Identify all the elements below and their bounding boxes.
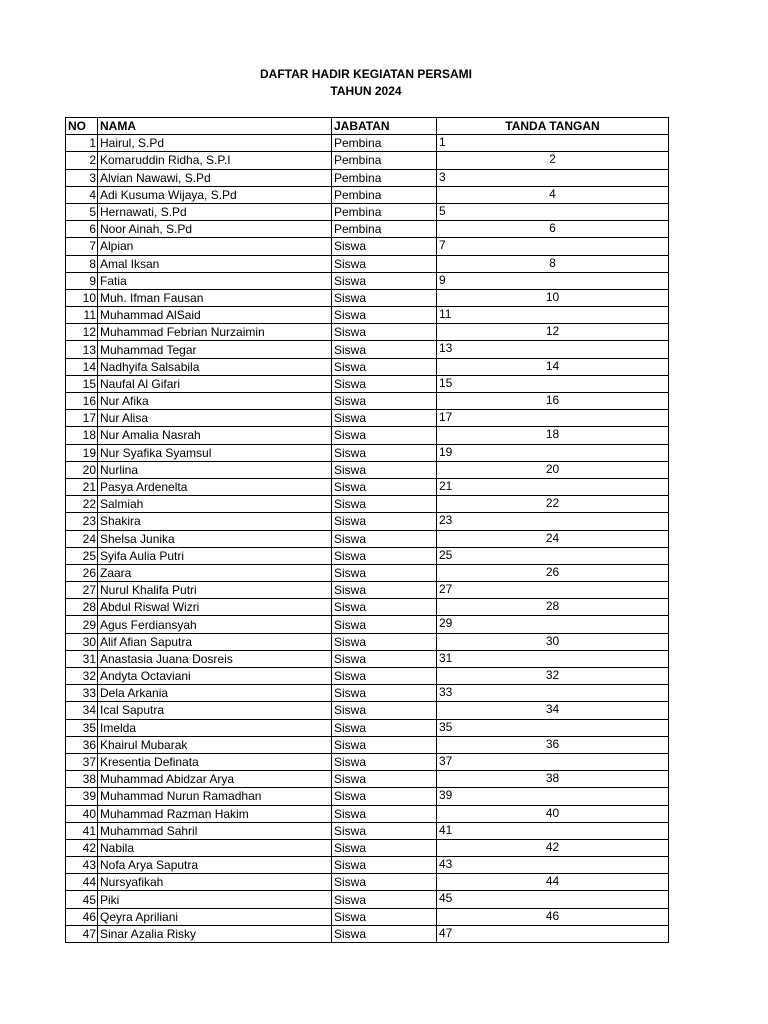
position-cell: Siswa: [332, 289, 437, 306]
table-row: [66, 857, 669, 874]
signature-cell: 44: [437, 874, 669, 891]
signature-cell: 16: [437, 393, 669, 410]
name-cell: Komaruddin Ridha, S.P.I: [98, 152, 332, 169]
name-cell: Hernawati, S.Pd: [98, 203, 332, 220]
table-row: [66, 410, 669, 427]
no-cell: 13: [66, 341, 98, 358]
no-cell: 16: [66, 393, 98, 410]
signature-cell: 6: [437, 221, 669, 238]
signature-cell: 18: [437, 427, 669, 444]
name-cell: Piki: [98, 891, 332, 908]
name-cell: Muhammad Nurun Ramadhan: [98, 788, 332, 805]
no-cell: 2: [66, 152, 98, 169]
signature-cell: 29: [437, 616, 669, 633]
signature-cell: 4: [437, 186, 669, 203]
position-cell: Siswa: [332, 736, 437, 753]
name-cell: Nur Alisa: [98, 410, 332, 427]
position-cell: Siswa: [332, 324, 437, 341]
signature-cell: 23: [437, 513, 669, 530]
signature-cell: 41: [437, 822, 669, 839]
name-cell: Fatia: [98, 272, 332, 289]
position-cell: Siswa: [332, 668, 437, 685]
signature-cell: 1: [437, 135, 669, 152]
table-row: [66, 839, 669, 856]
table-row: [66, 444, 669, 461]
table-row: [66, 925, 669, 942]
signature-cell: 24: [437, 530, 669, 547]
name-cell: Nursyafikah: [98, 874, 332, 891]
table-row: [66, 513, 669, 530]
position-cell: Siswa: [332, 564, 437, 581]
position-cell: Siswa: [332, 805, 437, 822]
table-row: [66, 272, 669, 289]
name-cell: Agus Ferdiansyah: [98, 616, 332, 633]
name-cell: Zaara: [98, 564, 332, 581]
signature-cell: 26: [437, 564, 669, 581]
name-cell: Pasya Ardenelta: [98, 478, 332, 495]
no-cell: 45: [66, 891, 98, 908]
no-cell: 18: [66, 427, 98, 444]
no-cell: 21: [66, 478, 98, 495]
table-row: [66, 255, 669, 272]
signature-cell: 11: [437, 307, 669, 324]
table-row: [66, 668, 669, 685]
position-cell: Siswa: [332, 771, 437, 788]
signature-cell: 42: [437, 839, 669, 856]
table-row: [66, 908, 669, 925]
no-cell: 35: [66, 719, 98, 736]
signature-cell: 47: [437, 925, 669, 942]
no-cell: 23: [66, 513, 98, 530]
no-cell: 37: [66, 753, 98, 770]
signature-cell: 30: [437, 633, 669, 650]
position-cell: Siswa: [332, 822, 437, 839]
no-cell: 24: [66, 530, 98, 547]
name-cell: Naufal Al Gifari: [98, 375, 332, 392]
table-row: [66, 805, 669, 822]
signature-cell: 19: [437, 444, 669, 461]
no-cell: 14: [66, 358, 98, 375]
name-cell: Muhammad AlSaid: [98, 307, 332, 324]
no-cell: 33: [66, 685, 98, 702]
table-row: [66, 582, 669, 599]
table-row: [66, 685, 669, 702]
no-cell: 4: [66, 186, 98, 203]
position-cell: Siswa: [332, 461, 437, 478]
name-cell: Nadhyifa Salsabila: [98, 358, 332, 375]
signature-cell: 32: [437, 668, 669, 685]
position-cell: Siswa: [332, 547, 437, 564]
name-cell: Anastasia Juana Dosreis: [98, 650, 332, 667]
position-cell: Siswa: [332, 358, 437, 375]
table-row: [66, 375, 669, 392]
name-cell: Nur Afika: [98, 393, 332, 410]
name-cell: Muhammad Tegar: [98, 341, 332, 358]
no-cell: 22: [66, 496, 98, 513]
name-cell: Muhammad Razman Hakim: [98, 805, 332, 822]
name-cell: Amal Iksan: [98, 255, 332, 272]
name-cell: Nur Amalia Nasrah: [98, 427, 332, 444]
signature-cell: 3: [437, 169, 669, 186]
table-row: [66, 203, 669, 220]
table-row: [66, 393, 669, 410]
position-cell: Siswa: [332, 702, 437, 719]
name-cell: Alpian: [98, 238, 332, 255]
name-cell: Muhammad Abidzar Arya: [98, 771, 332, 788]
signature-cell: 39: [437, 788, 669, 805]
signature-cell: 21: [437, 478, 669, 495]
position-cell: Siswa: [332, 255, 437, 272]
no-cell: 9: [66, 272, 98, 289]
signature-cell: 34: [437, 702, 669, 719]
table-row: [66, 221, 669, 238]
no-cell: 10: [66, 289, 98, 306]
position-cell: Pembina: [332, 135, 437, 152]
position-cell: Siswa: [332, 650, 437, 667]
position-cell: Pembina: [332, 169, 437, 186]
name-cell: Nur Syafika Syamsul: [98, 444, 332, 461]
position-cell: Siswa: [332, 478, 437, 495]
no-cell: 8: [66, 255, 98, 272]
signature-cell: 36: [437, 736, 669, 753]
position-cell: Pembina: [332, 152, 437, 169]
position-cell: Pembina: [332, 203, 437, 220]
position-cell: Siswa: [332, 582, 437, 599]
signature-cell: 13: [437, 341, 669, 358]
no-cell: 34: [66, 702, 98, 719]
name-cell: Qeyra Apriliani: [98, 908, 332, 925]
signature-cell: 12: [437, 324, 669, 341]
position-cell: Siswa: [332, 272, 437, 289]
no-cell: 27: [66, 582, 98, 599]
signature-cell: 25: [437, 547, 669, 564]
no-cell: 7: [66, 238, 98, 255]
no-cell: 15: [66, 375, 98, 392]
no-cell: 28: [66, 599, 98, 616]
signature-cell: 15: [437, 375, 669, 392]
position-cell: Siswa: [332, 393, 437, 410]
no-cell: 36: [66, 736, 98, 753]
table-row: [66, 788, 669, 805]
header-tanda-tangan: TANDA TANGAN: [437, 118, 669, 135]
table-row: [66, 650, 669, 667]
no-cell: 44: [66, 874, 98, 891]
no-cell: 19: [66, 444, 98, 461]
name-cell: Syifa Aulia Putri: [98, 547, 332, 564]
name-cell: Abdul Riswal Wizri: [98, 599, 332, 616]
table-row: [66, 358, 669, 375]
no-cell: 1: [66, 135, 98, 152]
position-cell: Siswa: [332, 616, 437, 633]
document-subtitle: TAHUN 2024: [330, 84, 402, 98]
signature-cell: 45: [437, 891, 669, 908]
no-cell: 31: [66, 650, 98, 667]
no-cell: 20: [66, 461, 98, 478]
position-cell: Siswa: [332, 719, 437, 736]
no-cell: 6: [66, 221, 98, 238]
no-cell: 41: [66, 822, 98, 839]
header-jabatan: JABATAN: [332, 118, 437, 135]
no-cell: 30: [66, 633, 98, 650]
name-cell: Hairul, S.Pd: [98, 135, 332, 152]
signature-cell: 17: [437, 410, 669, 427]
name-cell: Noor Ainah, S.Pd: [98, 221, 332, 238]
position-cell: Siswa: [332, 530, 437, 547]
position-cell: Siswa: [332, 839, 437, 856]
table-header-row: [66, 118, 669, 135]
position-cell: Siswa: [332, 599, 437, 616]
no-cell: 40: [66, 805, 98, 822]
position-cell: Siswa: [332, 307, 437, 324]
table-row: [66, 753, 669, 770]
position-cell: Siswa: [332, 375, 437, 392]
no-cell: 17: [66, 410, 98, 427]
table-row: [66, 616, 669, 633]
no-cell: 42: [66, 839, 98, 856]
table-row: [66, 564, 669, 581]
name-cell: Alvian Nawawi, S.Pd: [98, 169, 332, 186]
header-no: NO: [66, 118, 98, 135]
signature-cell: 22: [437, 496, 669, 513]
position-cell: Pembina: [332, 186, 437, 203]
signature-cell: 38: [437, 771, 669, 788]
no-cell: 12: [66, 324, 98, 341]
table-row: [66, 496, 669, 513]
attendance-table: [65, 117, 669, 943]
signature-cell: 5: [437, 203, 669, 220]
signature-cell: 7: [437, 238, 669, 255]
signature-cell: 20: [437, 461, 669, 478]
name-cell: Nabila: [98, 839, 332, 856]
name-cell: Nurul Khalifa Putri: [98, 582, 332, 599]
name-cell: Nofa Arya Saputra: [98, 857, 332, 874]
position-cell: Siswa: [332, 238, 437, 255]
signature-cell: 35: [437, 719, 669, 736]
table-row: [66, 478, 669, 495]
signature-cell: 37: [437, 753, 669, 770]
table-row: [66, 702, 669, 719]
table-row: [66, 736, 669, 753]
no-cell: 29: [66, 616, 98, 633]
name-cell: Alif Afian Saputra: [98, 633, 332, 650]
name-cell: Dela Arkania: [98, 685, 332, 702]
table-row: [66, 599, 669, 616]
position-cell: Siswa: [332, 857, 437, 874]
header-nama: NAMA: [98, 118, 332, 135]
position-cell: Siswa: [332, 908, 437, 925]
no-cell: 32: [66, 668, 98, 685]
position-cell: Siswa: [332, 444, 437, 461]
no-cell: 11: [66, 307, 98, 324]
no-cell: 47: [66, 925, 98, 942]
table-row: [66, 874, 669, 891]
name-cell: Khairul Mubarak: [98, 736, 332, 753]
signature-cell: 40: [437, 805, 669, 822]
position-cell: Siswa: [332, 753, 437, 770]
no-cell: 38: [66, 771, 98, 788]
no-cell: 46: [66, 908, 98, 925]
table-row: [66, 341, 669, 358]
no-cell: 43: [66, 857, 98, 874]
name-cell: Andyta Octaviani: [98, 668, 332, 685]
table-row: [66, 289, 669, 306]
table-row: [66, 530, 669, 547]
name-cell: Muhammad Febrian Nurzaimin: [98, 324, 332, 341]
table-row: [66, 186, 669, 203]
table-row: [66, 891, 669, 908]
position-cell: Siswa: [332, 633, 437, 650]
position-cell: Siswa: [332, 427, 437, 444]
signature-cell: 28: [437, 599, 669, 616]
table-row: [66, 324, 669, 341]
table-row: [66, 307, 669, 324]
name-cell: Shelsa Junika: [98, 530, 332, 547]
signature-cell: 2: [437, 152, 669, 169]
signature-cell: 46: [437, 908, 669, 925]
name-cell: Adi Kusuma Wijaya, S.Pd: [98, 186, 332, 203]
position-cell: Siswa: [332, 410, 437, 427]
signature-cell: 14: [437, 358, 669, 375]
no-cell: 26: [66, 564, 98, 581]
table-row: [66, 427, 669, 444]
position-cell: Siswa: [332, 874, 437, 891]
no-cell: 3: [66, 169, 98, 186]
document-title: DAFTAR HADIR KEGIATAN PERSAMI: [260, 67, 472, 81]
position-cell: Siswa: [332, 341, 437, 358]
table-row: [66, 822, 669, 839]
position-cell: Siswa: [332, 513, 437, 530]
name-cell: Nurlina: [98, 461, 332, 478]
table-row: [66, 169, 669, 186]
name-cell: Salmiah: [98, 496, 332, 513]
signature-cell: 33: [437, 685, 669, 702]
position-cell: Siswa: [332, 891, 437, 908]
name-cell: Imelda: [98, 719, 332, 736]
position-cell: Siswa: [332, 788, 437, 805]
table-row: [66, 547, 669, 564]
signature-cell: 10: [437, 289, 669, 306]
no-cell: 39: [66, 788, 98, 805]
position-cell: Siswa: [332, 496, 437, 513]
name-cell: Ical Saputra: [98, 702, 332, 719]
no-cell: 25: [66, 547, 98, 564]
table-row: [66, 771, 669, 788]
signature-cell: 27: [437, 582, 669, 599]
table-row: [66, 461, 669, 478]
position-cell: Pembina: [332, 221, 437, 238]
name-cell: Muh. Ifman Fausan: [98, 289, 332, 306]
name-cell: Kresentia Definata: [98, 753, 332, 770]
position-cell: Siswa: [332, 925, 437, 942]
name-cell: Sinar Azalia Risky: [98, 925, 332, 942]
signature-cell: 43: [437, 857, 669, 874]
name-cell: Muhammad Sahril: [98, 822, 332, 839]
table-row: [66, 633, 669, 650]
signature-cell: 9: [437, 272, 669, 289]
position-cell: Siswa: [332, 685, 437, 702]
signature-cell: 8: [437, 255, 669, 272]
signature-cell: 31: [437, 650, 669, 667]
table-row: [66, 238, 669, 255]
name-cell: Shakira: [98, 513, 332, 530]
no-cell: 5: [66, 203, 98, 220]
table-row: [66, 152, 669, 169]
table-row: [66, 135, 669, 152]
table-row: [66, 719, 669, 736]
